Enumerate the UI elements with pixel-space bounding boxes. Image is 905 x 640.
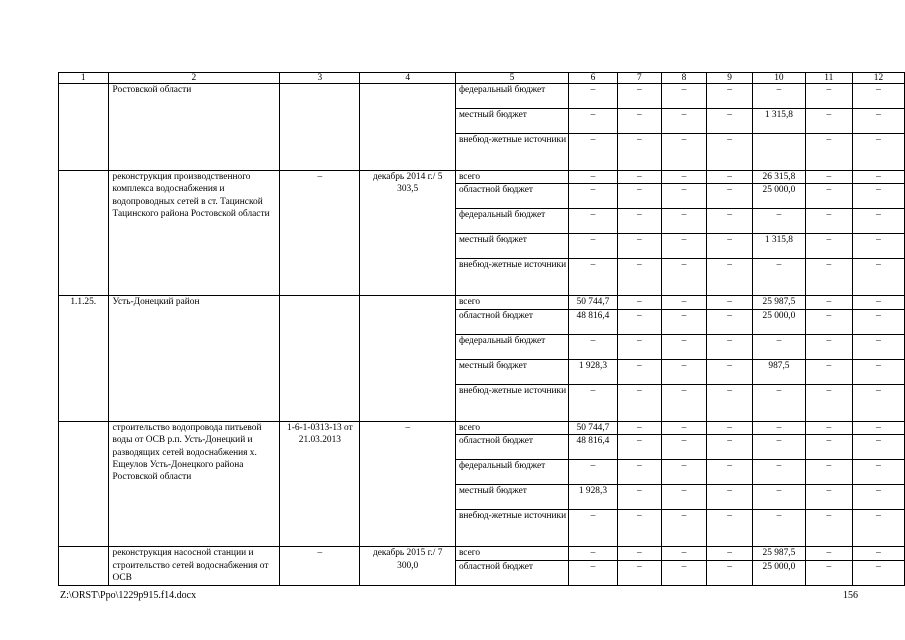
value-cell: – <box>753 384 806 421</box>
value-cell: – <box>805 309 852 334</box>
column-header: 6 <box>569 73 618 84</box>
value-cell: – <box>805 460 852 485</box>
funding-source-cell: федеральный бюджет <box>455 209 568 234</box>
value-cell: – <box>661 234 706 259</box>
document-cell <box>280 84 360 171</box>
value-cell: – <box>617 435 661 460</box>
value-cell: – <box>707 296 753 309</box>
value-cell: – <box>805 435 852 460</box>
value-cell: 25 000,0 <box>753 309 806 334</box>
value-cell: – <box>707 309 753 334</box>
value-cell: – <box>707 359 753 384</box>
value-cell: – <box>852 359 904 384</box>
value-cell: – <box>753 209 806 234</box>
budget-table <box>58 72 905 586</box>
value-cell: – <box>805 234 852 259</box>
value-cell: – <box>852 134 904 171</box>
funding-source-cell: местный бюджет <box>455 109 568 134</box>
value-cell: – <box>661 84 706 109</box>
value-cell: 1 315,8 <box>753 109 806 134</box>
value-cell: – <box>852 334 904 359</box>
value-cell: – <box>852 547 904 560</box>
funding-source-cell: федеральный бюджет <box>455 334 568 359</box>
completion-date-cell <box>360 84 456 171</box>
completion-date-cell <box>360 296 456 421</box>
value-cell: – <box>852 421 904 434</box>
value-cell: – <box>753 435 806 460</box>
funding-source-cell: внебюд-жетные источники <box>455 259 568 296</box>
table-row <box>59 296 905 309</box>
value-cell: – <box>617 259 661 296</box>
value-cell: – <box>852 234 904 259</box>
value-cell: – <box>569 134 618 171</box>
value-cell: – <box>852 184 904 209</box>
column-header: 7 <box>617 73 661 84</box>
column-header: 11 <box>805 73 852 84</box>
value-cell: – <box>617 421 661 434</box>
funding-source-cell: внебюд-жетные источники <box>455 384 568 421</box>
value-cell: 987,5 <box>753 359 806 384</box>
value-cell: – <box>569 334 618 359</box>
value-cell: – <box>661 560 706 585</box>
value-cell: – <box>753 485 806 510</box>
value-cell: – <box>805 560 852 585</box>
value-cell: – <box>852 109 904 134</box>
funding-source-cell: всего <box>455 296 568 309</box>
value-cell: 1 928,3 <box>569 485 618 510</box>
value-cell: – <box>707 560 753 585</box>
value-cell: – <box>661 184 706 209</box>
value-cell: – <box>617 510 661 547</box>
value-cell: – <box>617 184 661 209</box>
value-cell: – <box>617 134 661 171</box>
value-cell: – <box>661 109 706 134</box>
value-cell: 25 987,5 <box>753 547 806 560</box>
value-cell: – <box>617 234 661 259</box>
value-cell: – <box>707 384 753 421</box>
value-cell: – <box>852 384 904 421</box>
value-cell: – <box>707 171 753 184</box>
value-cell: 25 000,0 <box>753 184 806 209</box>
column-header: 9 <box>707 73 753 84</box>
value-cell: – <box>661 134 706 171</box>
value-cell: – <box>569 84 618 109</box>
value-cell: – <box>753 259 806 296</box>
value-cell: – <box>852 435 904 460</box>
value-cell: – <box>661 334 706 359</box>
value-cell: – <box>852 460 904 485</box>
value-cell: – <box>617 309 661 334</box>
value-cell: – <box>852 309 904 334</box>
value-cell: 48 816,4 <box>569 309 618 334</box>
value-cell: – <box>805 171 852 184</box>
item-number-cell: 1.1.25. <box>59 296 109 421</box>
value-cell: – <box>707 234 753 259</box>
document-cell: – <box>280 547 360 585</box>
value-cell: – <box>707 334 753 359</box>
item-name-cell: Ростовской области <box>108 84 280 171</box>
page-number: 156 <box>843 590 858 601</box>
value-cell: – <box>661 547 706 560</box>
table-row <box>59 84 905 109</box>
value-cell: – <box>852 560 904 585</box>
value-cell: – <box>852 259 904 296</box>
funding-source-cell: областной бюджет <box>455 309 568 334</box>
value-cell: – <box>707 84 753 109</box>
value-cell: – <box>617 485 661 510</box>
value-cell: – <box>617 460 661 485</box>
value-cell: – <box>617 84 661 109</box>
column-header-row <box>59 73 905 84</box>
value-cell: – <box>805 384 852 421</box>
value-cell: – <box>569 209 618 234</box>
document-cell <box>280 296 360 421</box>
value-cell: – <box>707 435 753 460</box>
value-cell: – <box>569 384 618 421</box>
item-name-cell: Усть-Донецкий район <box>108 296 280 421</box>
column-header: 1 <box>59 73 109 84</box>
value-cell: – <box>617 384 661 421</box>
completion-date-cell: декабрь 2015 г./ 7 300,0 <box>360 547 456 585</box>
value-cell: – <box>569 547 618 560</box>
table-row <box>59 421 905 434</box>
value-cell: – <box>569 259 618 296</box>
value-cell: – <box>617 334 661 359</box>
value-cell: 50 744,7 <box>569 296 618 309</box>
value-cell: – <box>569 460 618 485</box>
value-cell <box>753 134 806 171</box>
value-cell: – <box>661 510 706 547</box>
value-cell: – <box>805 259 852 296</box>
value-cell: – <box>753 84 806 109</box>
item-number-cell <box>59 84 109 171</box>
funding-source-cell: федеральный бюджет <box>455 460 568 485</box>
value-cell: – <box>852 209 904 234</box>
funding-source-cell: местный бюджет <box>455 234 568 259</box>
funding-source-cell: всего <box>455 547 568 560</box>
value-cell: – <box>707 421 753 434</box>
column-header: 10 <box>753 73 806 84</box>
column-header: 8 <box>661 73 706 84</box>
value-cell: – <box>852 171 904 184</box>
value-cell: – <box>617 359 661 384</box>
value-cell: – <box>805 334 852 359</box>
value-cell: – <box>707 209 753 234</box>
funding-source-cell: федеральный бюджет <box>455 84 568 109</box>
value-cell: – <box>707 460 753 485</box>
funding-source-cell: местный бюджет <box>455 485 568 510</box>
item-number-cell <box>59 421 109 546</box>
value-cell: – <box>707 547 753 560</box>
item-number-cell <box>59 547 109 585</box>
item-name-cell: реконструкция насосной станции и строительство сетей водоснабжения от ОСВ <box>108 547 280 585</box>
value-cell: – <box>707 184 753 209</box>
value-cell: – <box>661 171 706 184</box>
value-cell: 50 744,7 <box>569 421 618 434</box>
value-cell: – <box>805 485 852 510</box>
value-cell: – <box>569 234 618 259</box>
value-cell: – <box>707 109 753 134</box>
value-cell: – <box>661 259 706 296</box>
value-cell: – <box>617 547 661 560</box>
value-cell: – <box>661 485 706 510</box>
table-row <box>59 547 905 560</box>
value-cell: – <box>707 510 753 547</box>
value-cell: – <box>805 209 852 234</box>
value-cell: – <box>852 296 904 309</box>
value-cell: – <box>753 460 806 485</box>
document-cell: – <box>280 171 360 296</box>
column-header: 12 <box>852 73 904 84</box>
value-cell: – <box>617 296 661 309</box>
value-cell: – <box>569 560 618 585</box>
value-cell: – <box>753 421 806 434</box>
value-cell: – <box>569 184 618 209</box>
value-cell: – <box>617 171 661 184</box>
value-cell: – <box>661 296 706 309</box>
value-cell: – <box>617 109 661 134</box>
value-cell: 25 000,0 <box>753 560 806 585</box>
value-cell: – <box>805 359 852 384</box>
value-cell: – <box>569 109 618 134</box>
value-cell: – <box>805 510 852 547</box>
column-header: 3 <box>280 73 360 84</box>
value-cell: – <box>661 421 706 434</box>
funding-source-cell: внебюд-жетные источники <box>455 134 568 171</box>
value-cell: – <box>707 134 753 171</box>
item-name-cell: строительство водопровода питьевой воды от ОСВ р.п. Усть-Донецкий и разводящих сетей водоснабжения х. Ещеулов Усть-Донецкого района Ростовской области <box>108 421 280 546</box>
column-header: 5 <box>455 73 568 84</box>
completion-date-cell: декабрь 2014 г./ 5 303,5 <box>360 171 456 296</box>
value-cell: – <box>569 510 618 547</box>
value-cell: – <box>753 510 806 547</box>
funding-source-cell: местный бюджет <box>455 359 568 384</box>
value-cell: – <box>805 296 852 309</box>
value-cell: – <box>569 171 618 184</box>
value-cell: – <box>617 209 661 234</box>
value-cell: 1 315,8 <box>753 234 806 259</box>
value-cell: – <box>805 421 852 434</box>
value-cell: – <box>805 134 852 171</box>
value-cell: – <box>753 334 806 359</box>
funding-source-cell: областной бюджет <box>455 560 568 585</box>
value-cell: – <box>617 560 661 585</box>
completion-date-cell: – <box>360 421 456 546</box>
column-header: 2 <box>108 73 280 84</box>
funding-source-cell: внебюд-жетные источники <box>455 510 568 547</box>
item-name-cell: реконструкция производственного комплекса водоснабжения и водопроводных сетей в ст. Тацинской Тацинского района Ростовской области <box>108 171 280 296</box>
table-row <box>59 171 905 184</box>
item-number-cell <box>59 171 109 296</box>
value-cell: – <box>707 485 753 510</box>
funding-source-cell: областной бюджет <box>455 184 568 209</box>
value-cell: – <box>852 485 904 510</box>
funding-source-cell: областной бюджет <box>455 435 568 460</box>
funding-source-cell: всего <box>455 171 568 184</box>
value-cell: – <box>805 109 852 134</box>
value-cell: 48 816,4 <box>569 435 618 460</box>
value-cell: – <box>707 259 753 296</box>
value-cell: – <box>661 359 706 384</box>
value-cell: – <box>661 460 706 485</box>
value-cell: – <box>805 84 852 109</box>
value-cell: 26 315,8 <box>753 171 806 184</box>
value-cell: 25 987,5 <box>753 296 806 309</box>
funding-source-cell: всего <box>455 421 568 434</box>
column-header: 4 <box>360 73 456 84</box>
footer-file-path: Z:\ORST\Ppo\1229p915.f14.docx <box>60 590 197 601</box>
value-cell: – <box>805 184 852 209</box>
value-cell: – <box>805 547 852 560</box>
value-cell: – <box>661 309 706 334</box>
value-cell: 1 928,3 <box>569 359 618 384</box>
value-cell: – <box>661 384 706 421</box>
value-cell: – <box>661 435 706 460</box>
value-cell: – <box>852 510 904 547</box>
value-cell: – <box>852 84 904 109</box>
document-cell: 1-6-1-0313-13 от 21.03.2013 <box>280 421 360 546</box>
value-cell: – <box>661 209 706 234</box>
